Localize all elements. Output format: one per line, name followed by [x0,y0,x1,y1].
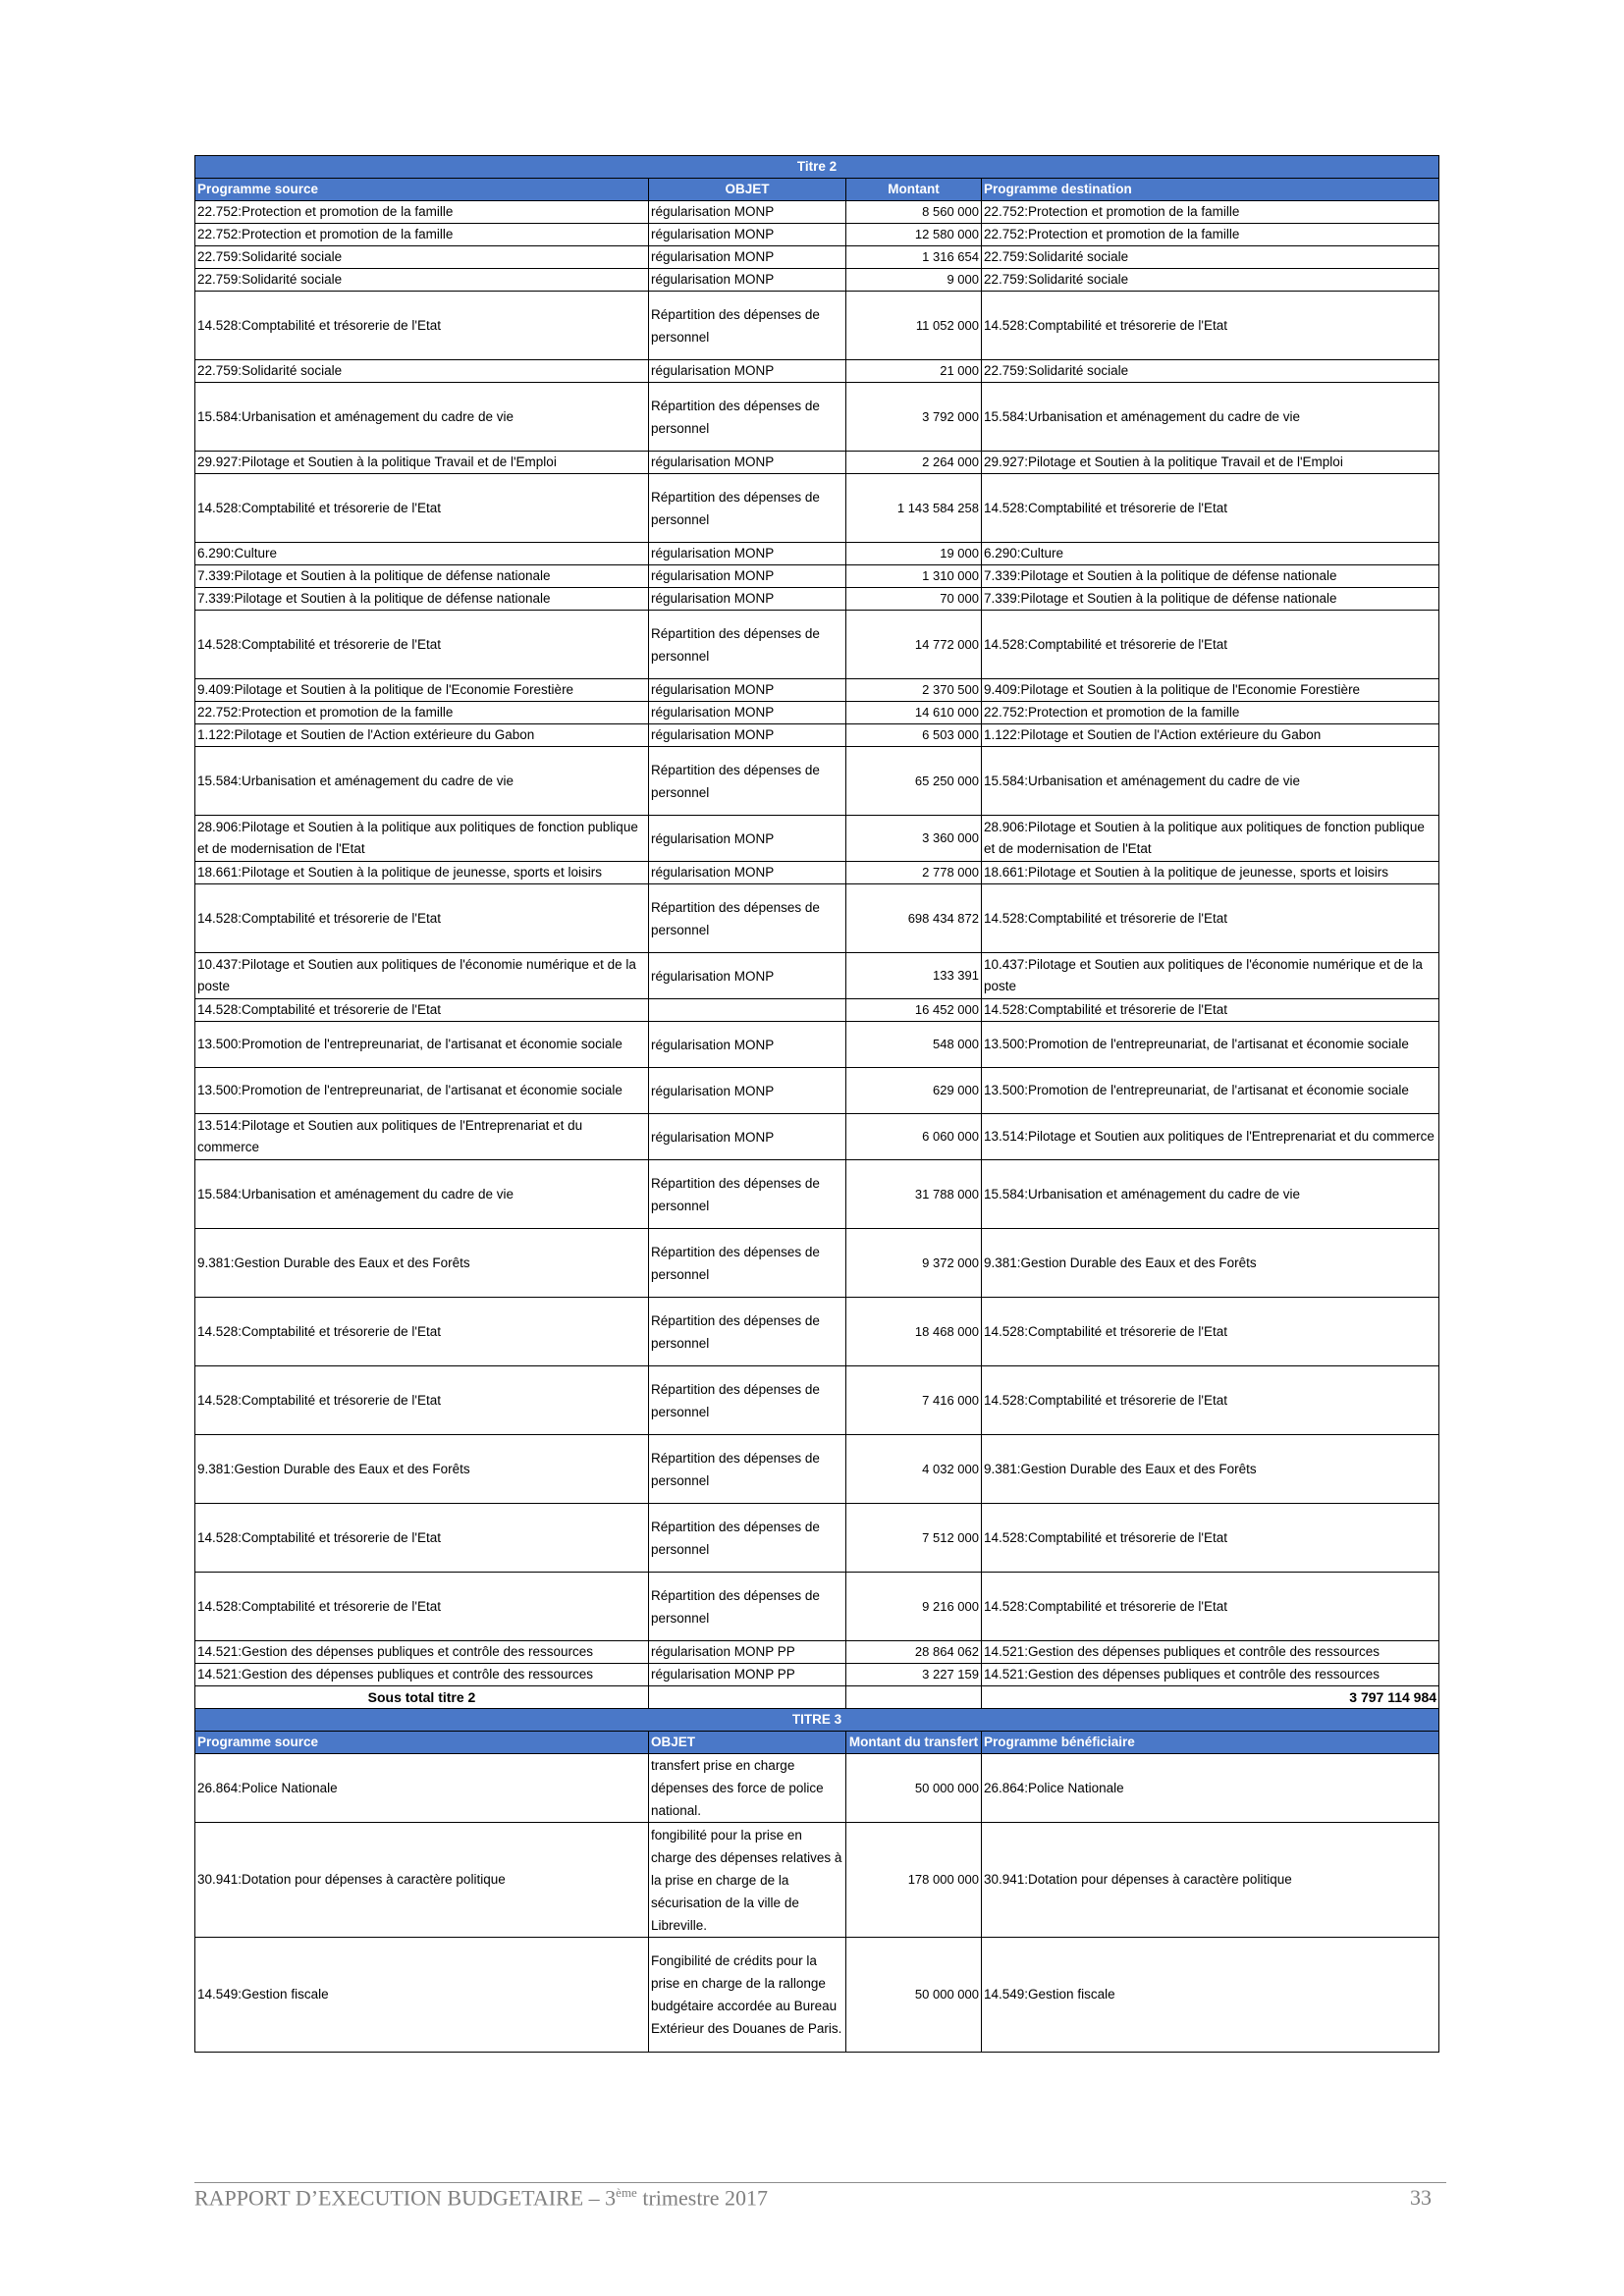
programme-source-cell: 1.122:Pilotage et Soutien de l'Action extérieure du Gabon [195,724,649,747]
titre3-section [195,1709,1439,2053]
objet-cell: Répartition des dépenses de personnel [649,1160,846,1229]
table-row [195,862,1439,884]
programme-source-cell: 22.752:Protection et promotion de la famille [195,702,649,724]
table-row [195,1022,1439,1068]
programme-source-cell: 14.528:Comptabilité et trésorerie de l'Etat [195,1298,649,1366]
table-row [195,1573,1439,1641]
programme-destination-cell: 7.339:Pilotage et Soutien à la politique de défense nationale [982,565,1439,588]
programme-source-cell: 15.584:Urbanisation et aménagement du cadre de vie [195,1160,649,1229]
table-row [195,1823,1439,1938]
objet-cell: régularisation MONP [649,201,846,224]
montant-cell: 9 372 000 [846,1229,982,1298]
objet-cell [649,999,846,1022]
footer-report-title: RAPPORT D’EXECUTION BUDGETAIRE – 3ème trimestre 2017 [194,2185,769,2211]
programme-source-cell: 22.752:Protection et promotion de la famille [195,224,649,246]
montant-cell: 65 250 000 [846,747,982,816]
montant-cell: 11 052 000 [846,292,982,360]
table-row [195,224,1439,246]
objet-cell: Répartition des dépenses de personnel [649,1573,846,1641]
col-header-montant-transfert: Montant du transfert [846,1732,982,1754]
programme-source-cell: 10.437:Pilotage et Soutien aux politiques de l'économie numérique et de la poste [195,953,649,999]
programme-destination-cell: 30.941:Dotation pour dépenses à caractère politique [982,1823,1439,1938]
montant-cell: 9 216 000 [846,1573,982,1641]
programme-source-cell: 15.584:Urbanisation et aménagement du cadre de vie [195,747,649,816]
table-row [195,383,1439,452]
programme-destination-cell: 9.409:Pilotage et Soutien à la politique de l'Economie Forestière [982,679,1439,702]
table-row [195,1435,1439,1504]
objet-cell: régularisation MONP [649,565,846,588]
programme-source-cell: 6.290:Culture [195,543,649,565]
titre3-header-row [195,1732,1439,1754]
objet-cell: Répartition des dépenses de personnel [649,1435,846,1504]
programme-source-cell: 13.500:Promotion de l'entrepreunariat, de l'artisanat et économie sociale [195,1068,649,1114]
programme-destination-cell: 6.290:Culture [982,543,1439,565]
objet-cell: régularisation MONP PP [649,1664,846,1686]
table-row [195,360,1439,383]
objet-cell: Répartition des dépenses de personnel [649,611,846,679]
programme-destination-cell: 22.752:Protection et promotion de la famille [982,702,1439,724]
programme-source-cell: 18.661:Pilotage et Soutien à la politique de jeunesse, sports et loisirs [195,862,649,884]
page-number: 33 [1410,2185,1432,2210]
montant-cell: 2 778 000 [846,862,982,884]
montant-cell: 8 560 000 [846,201,982,224]
programme-source-cell: 22.759:Solidarité sociale [195,360,649,383]
programme-source-cell: 7.339:Pilotage et Soutien à la politique de défense nationale [195,565,649,588]
programme-source-cell: 7.339:Pilotage et Soutien à la politique de défense nationale [195,588,649,611]
objet-cell: régularisation MONP [649,246,846,269]
table-row [195,269,1439,292]
table-row [195,565,1439,588]
objet-cell: régularisation MONP [649,269,846,292]
col-header-programme-destination: Programme destination [982,179,1439,201]
objet-cell: régularisation MONP PP [649,1641,846,1664]
programme-source-cell: 22.759:Solidarité sociale [195,269,649,292]
table-row [195,1114,1439,1160]
programme-destination-cell: 14.528:Comptabilité et trésorerie de l'Etat [982,999,1439,1022]
table-row [195,1754,1439,1823]
montant-cell: 4 032 000 [846,1435,982,1504]
montant-cell: 1 316 654 [846,246,982,269]
programme-destination-cell: 14.528:Comptabilité et trésorerie de l'Etat [982,1504,1439,1573]
programme-destination-cell: 14.521:Gestion des dépenses publiques et contrôle des ressources [982,1664,1439,1686]
programme-source-cell: 29.927:Pilotage et Soutien à la politique Travail et de l'Emploi [195,452,649,474]
objet-cell: régularisation MONP [649,816,846,862]
montant-cell: 3 227 159 [846,1664,982,1686]
montant-cell: 1 143 584 258 [846,474,982,543]
titre3-section-title: TITRE 3 [195,1709,1439,1732]
subtotal-row [195,1686,1439,1709]
programme-source-cell: 13.514:Pilotage et Soutien aux politiques de l'Entreprenariat et du commerce [195,1114,649,1160]
table-row [195,747,1439,816]
table-row [195,702,1439,724]
table-row [195,1504,1439,1573]
titre2-section-title: Titre 2 [195,156,1439,179]
programme-destination-cell: 15.584:Urbanisation et aménagement du cadre de vie [982,1160,1439,1229]
programme-source-cell: 26.864:Police Nationale [195,1754,649,1823]
subtotal-value: 3 797 114 984 [982,1686,1439,1709]
programme-source-cell: 14.528:Comptabilité et trésorerie de l'Etat [195,884,649,953]
objet-cell: Répartition des dépenses de personnel [649,1504,846,1573]
programme-source-cell: 14.528:Comptabilité et trésorerie de l'Etat [195,999,649,1022]
titre2-subtotal-section [195,1686,1439,1709]
objet-cell: fongibilité pour la prise en charge des dépenses relatives à la prise en charge de la sécurisation de la ville de Libreville. [649,1823,846,1938]
objet-cell: régularisation MONP [649,543,846,565]
table-row [195,246,1439,269]
montant-cell: 629 000 [846,1068,982,1114]
programme-destination-cell: 14.528:Comptabilité et trésorerie de l'Etat [982,1366,1439,1435]
montant-cell: 2 370 500 [846,679,982,702]
montant-cell: 178 000 000 [846,1823,982,1938]
table-row [195,999,1439,1022]
montant-cell: 1 310 000 [846,565,982,588]
col-header-programme-source: Programme source [195,1732,649,1754]
objet-cell: Répartition des dépenses de personnel [649,1366,846,1435]
objet-cell: régularisation MONP [649,1068,846,1114]
programme-source-cell: 14.528:Comptabilité et trésorerie de l'Etat [195,292,649,360]
objet-cell: Répartition des dépenses de personnel [649,1298,846,1366]
programme-destination-cell: 18.661:Pilotage et Soutien à la politique de jeunesse, sports et loisirs [982,862,1439,884]
programme-destination-cell: 10.437:Pilotage et Soutien aux politiques de l'économie numérique et de la poste [982,953,1439,999]
table-row [195,543,1439,565]
programme-destination-cell: 14.549:Gestion fiscale [982,1938,1439,2053]
montant-cell: 50 000 000 [846,1754,982,1823]
montant-cell: 9 000 [846,269,982,292]
table-row [195,201,1439,224]
programme-source-cell: 14.521:Gestion des dépenses publiques et contrôle des ressources [195,1664,649,1686]
montant-cell: 14 610 000 [846,702,982,724]
table-row [195,474,1439,543]
titre2-header-row [195,179,1439,201]
objet-cell: Répartition des dépenses de personnel [649,884,846,953]
table-row [195,1366,1439,1435]
programme-source-cell: 9.381:Gestion Durable des Eaux et des Forêts [195,1229,649,1298]
programme-destination-cell: 9.381:Gestion Durable des Eaux et des Forêts [982,1229,1439,1298]
programme-destination-cell: 22.752:Protection et promotion de la famille [982,201,1439,224]
objet-cell: régularisation MONP [649,360,846,383]
programme-destination-cell: 7.339:Pilotage et Soutien à la politique de défense nationale [982,588,1439,611]
table-row [195,611,1439,679]
objet-cell: Répartition des dépenses de personnel [649,292,846,360]
table-row [195,1068,1439,1114]
programme-source-cell: 14.521:Gestion des dépenses publiques et contrôle des ressources [195,1641,649,1664]
footer-divider [194,2182,1446,2183]
objet-cell: régularisation MONP [649,1022,846,1068]
programme-destination-cell: 1.122:Pilotage et Soutien de l'Action extérieure du Gabon [982,724,1439,747]
programme-source-cell: 14.549:Gestion fiscale [195,1938,649,2053]
montant-cell: 7 416 000 [846,1366,982,1435]
programme-destination-cell: 14.528:Comptabilité et trésorerie de l'Etat [982,1298,1439,1366]
programme-destination-cell: 14.528:Comptabilité et trésorerie de l'Etat [982,884,1439,953]
programme-source-cell: 14.528:Comptabilité et trésorerie de l'Etat [195,1504,649,1573]
table-row [195,816,1439,862]
table-row [195,1641,1439,1664]
col-header-objet: OBJET [649,179,846,201]
montant-cell: 6 503 000 [846,724,982,747]
table-row [195,724,1439,747]
objet-cell: Fongibilité de crédits pour la prise en charge de la rallonge budgétaire accordée au Bureau Extérieur des Douanes de Paris. [649,1938,846,2053]
table-row [195,588,1439,611]
programme-destination-cell: 22.759:Solidarité sociale [982,246,1439,269]
programme-source-cell: 30.941:Dotation pour dépenses à caractère politique [195,1823,649,1938]
programme-destination-cell: 29.927:Pilotage et Soutien à la politique Travail et de l'Emploi [982,452,1439,474]
programme-destination-cell: 28.906:Pilotage et Soutien à la politique aux politiques de fonction publique et de modernisation de l'Etat [982,816,1439,862]
programme-destination-cell: 14.528:Comptabilité et trésorerie de l'Etat [982,1573,1439,1641]
montant-cell: 50 000 000 [846,1938,982,2053]
titre2-section [195,156,1439,1686]
montant-cell: 12 580 000 [846,224,982,246]
table-row [195,1298,1439,1366]
programme-destination-cell: 14.528:Comptabilité et trésorerie de l'Etat [982,474,1439,543]
objet-cell: régularisation MONP [649,1114,846,1160]
table-row [195,1664,1439,1686]
col-header-montant: Montant [846,179,982,201]
montant-cell: 70 000 [846,588,982,611]
col-header-objet: OBJET [649,1732,846,1754]
programme-destination-cell: 22.759:Solidarité sociale [982,360,1439,383]
montant-cell: 18 468 000 [846,1298,982,1366]
montant-cell: 19 000 [846,543,982,565]
table-row [195,292,1439,360]
montant-cell: 21 000 [846,360,982,383]
programme-source-cell: 14.528:Comptabilité et trésorerie de l'Etat [195,1573,649,1641]
objet-cell: régularisation MONP [649,862,846,884]
programme-destination-cell: 13.500:Promotion de l'entrepreunariat, de l'artisanat et économie sociale [982,1022,1439,1068]
programme-source-cell: 22.759:Solidarité sociale [195,246,649,269]
programme-source-cell: 9.409:Pilotage et Soutien à la politique de l'Economie Forestière [195,679,649,702]
objet-cell: régularisation MONP [649,224,846,246]
montant-cell: 16 452 000 [846,999,982,1022]
table-row [195,1160,1439,1229]
budget-transfer-table [194,155,1439,2053]
objet-cell: régularisation MONP [649,679,846,702]
programme-source-cell: 14.528:Comptabilité et trésorerie de l'Etat [195,1366,649,1435]
montant-cell: 2 264 000 [846,452,982,474]
programme-destination-cell: 22.759:Solidarité sociale [982,269,1439,292]
programme-destination-cell: 13.514:Pilotage et Soutien aux politiques de l'Entreprenariat et du commerce [982,1114,1439,1160]
montant-cell: 133 391 [846,953,982,999]
table-row [195,452,1439,474]
objet-cell: régularisation MONP [649,452,846,474]
objet-cell: Répartition des dépenses de personnel [649,747,846,816]
table-row [195,953,1439,999]
table-row [195,679,1439,702]
programme-destination-cell: 22.752:Protection et promotion de la famille [982,224,1439,246]
objet-cell: régularisation MONP [649,953,846,999]
objet-cell: régularisation MONP [649,702,846,724]
col-header-programme-source: Programme source [195,179,649,201]
programme-destination-cell: 26.864:Police Nationale [982,1754,1439,1823]
objet-cell: Répartition des dépenses de personnel [649,474,846,543]
table-row [195,1229,1439,1298]
montant-cell: 28 864 062 [846,1641,982,1664]
programme-destination-cell: 13.500:Promotion de l'entrepreunariat, de l'artisanat et économie sociale [982,1068,1439,1114]
table-row [195,1938,1439,2053]
programme-source-cell: 15.584:Urbanisation et aménagement du cadre de vie [195,383,649,452]
montant-cell: 698 434 872 [846,884,982,953]
montant-cell: 14 772 000 [846,611,982,679]
programme-source-cell: 28.906:Pilotage et Soutien à la politique aux politiques de fonction publique et de modernisation de l'Etat [195,816,649,862]
objet-cell: régularisation MONP [649,588,846,611]
col-header-programme-beneficiaire: Programme bénéficiaire [982,1732,1439,1754]
montant-cell: 6 060 000 [846,1114,982,1160]
montant-cell: 31 788 000 [846,1160,982,1229]
objet-cell: transfert prise en charge dépenses des force de police national. [649,1754,846,1823]
table-row [195,884,1439,953]
montant-cell: 3 360 000 [846,816,982,862]
objet-cell: régularisation MONP [649,724,846,747]
programme-destination-cell: 14.528:Comptabilité et trésorerie de l'Etat [982,611,1439,679]
programme-source-cell: 14.528:Comptabilité et trésorerie de l'Etat [195,611,649,679]
programme-source-cell: 9.381:Gestion Durable des Eaux et des Forêts [195,1435,649,1504]
programme-source-cell: 14.528:Comptabilité et trésorerie de l'Etat [195,474,649,543]
programme-destination-cell: 14.528:Comptabilité et trésorerie de l'Etat [982,292,1439,360]
montant-cell: 7 512 000 [846,1504,982,1573]
objet-cell: Répartition des dépenses de personnel [649,383,846,452]
montant-cell: 3 792 000 [846,383,982,452]
montant-cell: 548 000 [846,1022,982,1068]
programme-source-cell: 13.500:Promotion de l'entrepreunariat, de l'artisanat et économie sociale [195,1022,649,1068]
programme-destination-cell: 15.584:Urbanisation et aménagement du cadre de vie [982,747,1439,816]
programme-source-cell: 22.752:Protection et promotion de la famille [195,201,649,224]
programme-destination-cell: 9.381:Gestion Durable des Eaux et des Forêts [982,1435,1439,1504]
subtotal-label: Sous total titre 2 [195,1686,649,1709]
objet-cell: Répartition des dépenses de personnel [649,1229,846,1298]
programme-destination-cell: 14.521:Gestion des dépenses publiques et contrôle des ressources [982,1641,1439,1664]
programme-destination-cell: 15.584:Urbanisation et aménagement du cadre de vie [982,383,1439,452]
